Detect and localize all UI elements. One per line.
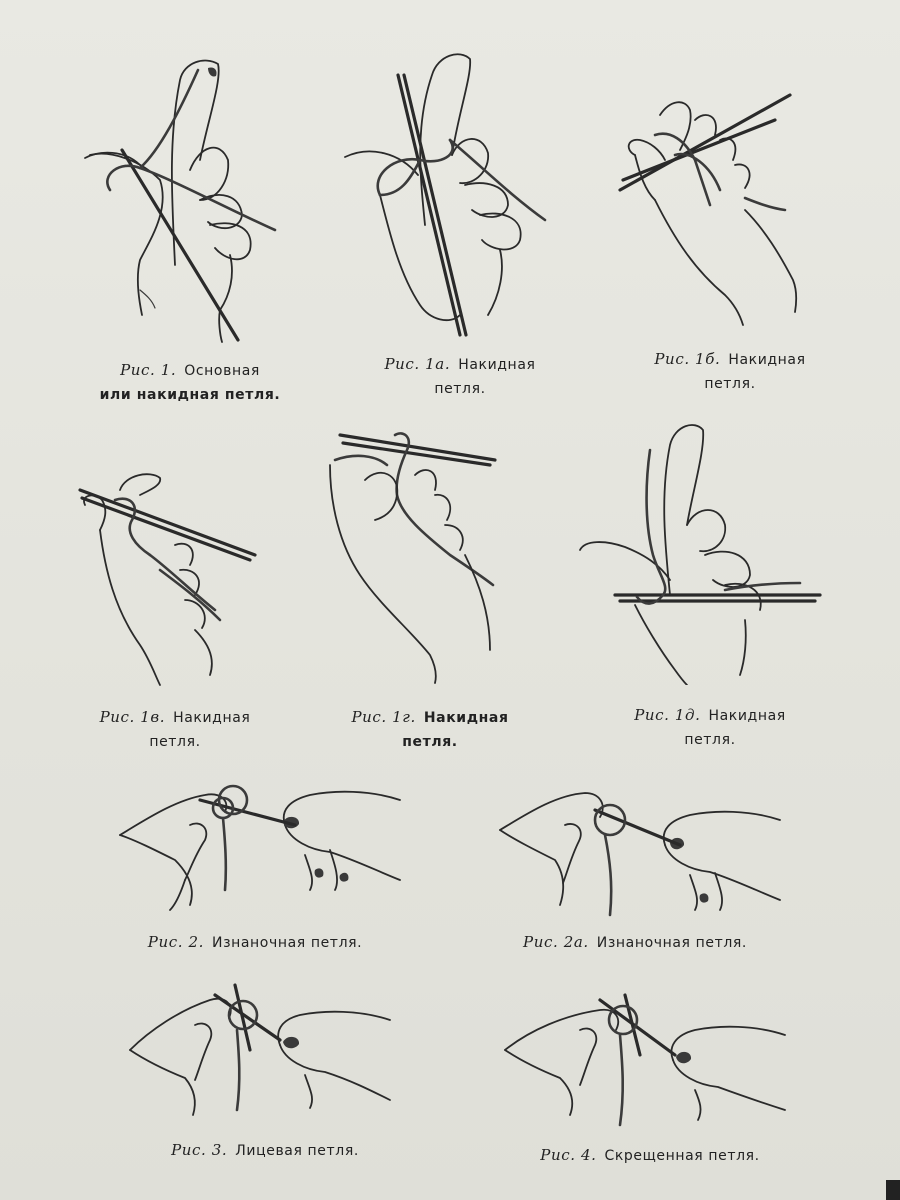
figure-3-number: Рис. 3. — [171, 1141, 228, 1159]
figure-1v-number: Рис. 1в. — [99, 708, 166, 726]
figure-1v-hand-illustration — [70, 460, 270, 690]
figure-4-number: Рис. 4. — [540, 1146, 597, 1164]
figure-1g-subtitle: петля. — [402, 734, 458, 750]
figure-4-title: Скрещенная петля. — [604, 1148, 760, 1164]
figure-1a-subtitle: петля. — [434, 381, 486, 397]
figure-2a-number: Рис. 2а. — [523, 933, 589, 951]
figure-1g-caption — [330, 705, 530, 754]
figure-1a-title: Накидная — [458, 357, 536, 373]
figure-1g-number: Рис. 1г. — [351, 708, 416, 726]
figure-1v-title: Накидная — [173, 710, 251, 726]
figure-4-hands-illustration — [500, 990, 790, 1130]
figure-1d-number: Рис. 1д. — [634, 706, 701, 724]
figure-1d-title: Накидная — [708, 708, 786, 724]
figure-1b-caption — [630, 347, 830, 396]
figure-1d-subtitle: петля. — [684, 732, 736, 748]
figure-1-hand-illustration — [80, 50, 290, 350]
figure-1b-title: Накидная — [728, 352, 806, 368]
figure-1d-caption — [610, 703, 810, 752]
figure-1-subtitle: или накидная петля. — [99, 387, 281, 403]
page-edge-mark — [886, 1180, 900, 1200]
figure-1-caption — [90, 358, 290, 407]
figure-1b-hand-illustration — [615, 80, 815, 340]
figure-1a-caption — [360, 352, 560, 401]
figure-3-title: Лицевая петля. — [235, 1143, 359, 1159]
figure-3-caption — [155, 1138, 375, 1163]
figure-1a-hand-illustration — [340, 45, 550, 345]
figure-2a-hands-illustration — [495, 785, 785, 925]
figure-4-caption — [520, 1143, 780, 1168]
figure-1a-number: Рис. 1а. — [384, 355, 451, 373]
figure-1v-caption — [75, 705, 275, 754]
figure-2-title: Изнаночная петля. — [212, 935, 363, 951]
figure-2a-title: Изнаночная петля. — [596, 935, 747, 951]
figure-1-number: Рис. 1. — [120, 361, 177, 379]
figure-1v-subtitle: петля. — [149, 734, 201, 750]
figure-1d-hand-illustration — [575, 415, 825, 685]
figure-2-number: Рис. 2. — [147, 933, 204, 951]
figure-2-caption — [125, 930, 385, 955]
figure-3-hands-illustration — [125, 980, 395, 1120]
figure-1-title: Основная — [184, 363, 260, 379]
figure-1g-title: Накидная — [423, 710, 509, 726]
figure-2a-caption — [500, 930, 770, 955]
figure-2-hands-illustration — [115, 770, 405, 920]
figure-1b-subtitle: петля. — [704, 376, 756, 392]
figure-1b-number: Рис. 1б. — [654, 350, 721, 368]
figure-1g-hand-illustration — [325, 425, 505, 685]
